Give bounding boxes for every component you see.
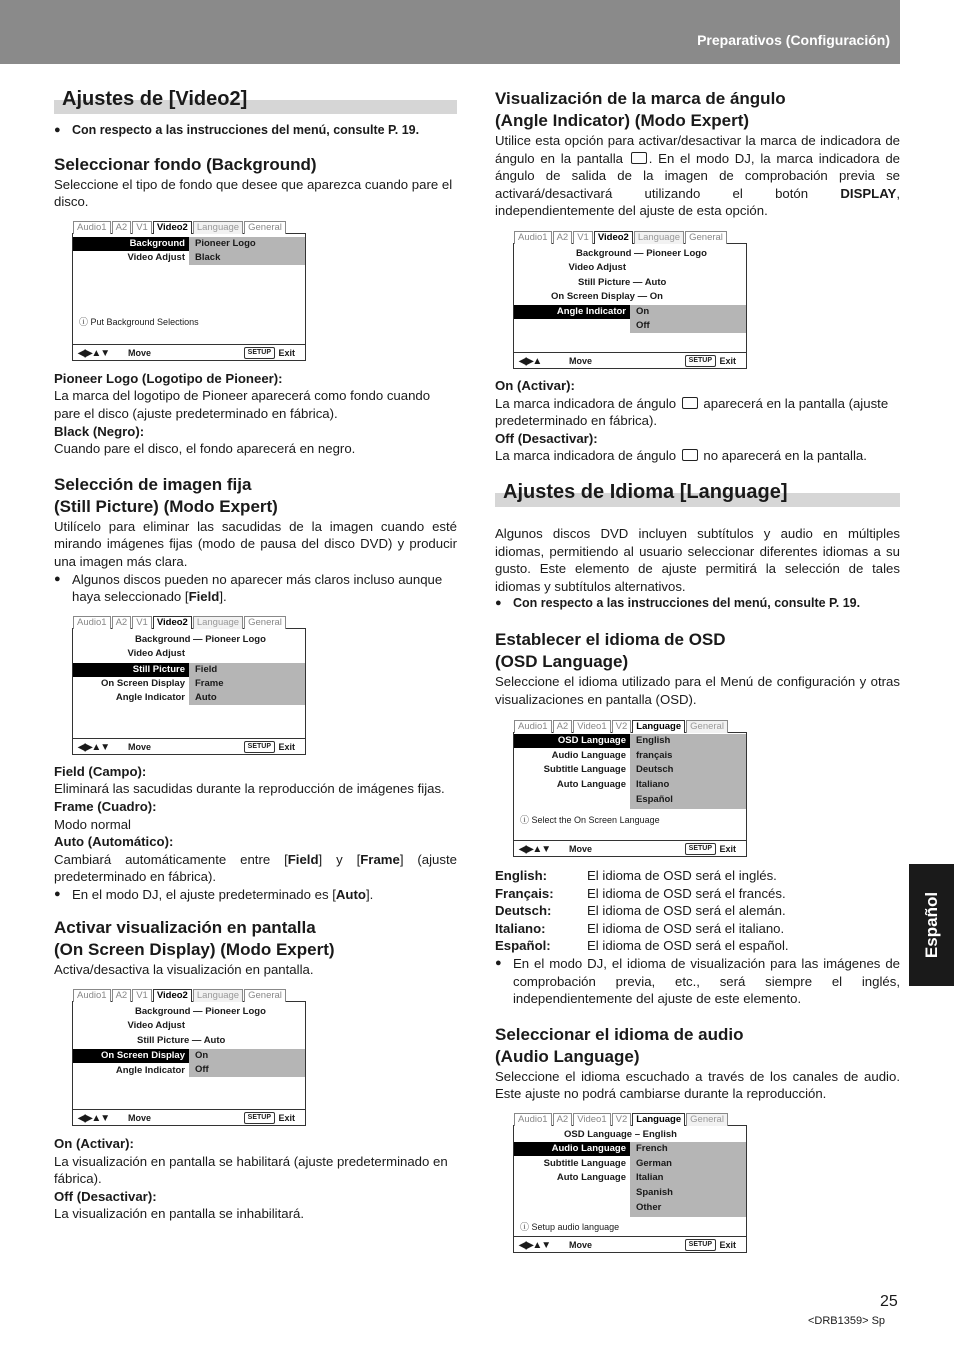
tab-v1[interactable]: V1 xyxy=(132,616,152,629)
tab-general[interactable]: General xyxy=(244,221,286,234)
tab-language[interactable]: Language xyxy=(632,1113,685,1126)
option-pioneer-logo[interactable]: Pioneer Logo xyxy=(195,237,256,249)
language-tab-label: Español xyxy=(921,891,941,959)
menu-row-background[interactable]: Background — Pioneer Logo xyxy=(576,247,707,259)
exit-label: Exit xyxy=(278,741,295,752)
section-header: Preparativos (Configuración) xyxy=(697,32,890,48)
frame-desc: Modo normal xyxy=(54,816,131,832)
exit-label: Exit xyxy=(278,1113,295,1124)
option-on[interactable]: On xyxy=(195,1050,209,1062)
tab-language[interactable]: Language xyxy=(632,720,685,733)
menu-row-background[interactable]: Background — Pioneer Logo xyxy=(135,633,266,645)
tab-a2[interactable]: A2 xyxy=(112,616,132,629)
arrows-icon: ◀▶▲▼ xyxy=(519,1240,551,1252)
exit-label: Exit xyxy=(719,355,736,366)
background-heading: Seleccionar fondo (Background) xyxy=(54,154,317,174)
move-label: Move xyxy=(128,741,152,752)
background-menu xyxy=(72,221,306,361)
tab-v2[interactable]: V2 xyxy=(612,720,632,733)
option-spanish[interactable]: Spanish xyxy=(636,1187,673,1199)
pioneer-logo-term: Pioneer Logo (Logotipo de Pioneer): xyxy=(54,370,283,386)
dj-bullet: ● En el modo DJ, el ajuste predeterminado es [Auto]. xyxy=(54,886,457,904)
move-label: Move xyxy=(128,1113,152,1124)
menu-row-osd-language[interactable]: OSD Language xyxy=(514,734,746,748)
tab-audio1[interactable]: Audio1 xyxy=(73,616,111,629)
menu-row-angle[interactable]: Angle Indicator xyxy=(115,1065,185,1077)
tab-language[interactable]: Language xyxy=(634,231,684,244)
osd-language-menu xyxy=(513,721,747,857)
option-francais[interactable]: français xyxy=(636,750,673,762)
language-intro: Algunos discos DVD incluyen subtítulos y audio en múltiples idiomas, permitiendo al usuario seleccionar diferentes idiomas a su gusto. Este elemento de ajuste permitirá la selección de tales idiomas y subtítulos alternativos. xyxy=(495,525,900,594)
option-french[interactable]: French xyxy=(636,1143,668,1155)
audiolang-heading-2: (Audio Language) xyxy=(495,1046,640,1066)
exit-label: Exit xyxy=(719,1240,736,1251)
tab-v1[interactable]: V1 xyxy=(132,221,152,234)
menu-footer xyxy=(73,738,305,754)
list-item: Deutsch: El idioma de OSD será el alemán. xyxy=(495,903,786,919)
menu-row-angle[interactable]: Angle Indicator xyxy=(514,305,746,319)
menu-row-background[interactable]: Background — Pioneer Logo xyxy=(135,1006,266,1018)
tab-v1[interactable]: V1 xyxy=(573,231,593,244)
tab-general[interactable]: General xyxy=(685,231,727,244)
list-item: Italiano: El idioma de OSD será el italiano. xyxy=(495,920,785,936)
page-number: 25 xyxy=(880,1293,898,1310)
tab-video2[interactable]: Video2 xyxy=(153,989,192,1002)
menu-row-video-adjust[interactable]: Video Adjust xyxy=(568,261,626,273)
tab-audio1[interactable]: Audio1 xyxy=(514,1113,552,1126)
tab-a2[interactable]: A2 xyxy=(112,221,132,234)
tab-a2[interactable]: A2 xyxy=(553,720,573,733)
tab-audio1[interactable]: Audio1 xyxy=(514,231,552,244)
menu-row-auto-language[interactable]: Auto Language xyxy=(556,779,626,791)
move-label: Move xyxy=(569,844,593,855)
menu-row-video-adjust[interactable]: Video Adjust xyxy=(127,251,185,263)
frame-term: Frame (Cuadro): xyxy=(54,798,157,814)
tab-video1[interactable]: Video1 xyxy=(573,1113,610,1126)
tab-v2[interactable]: V2 xyxy=(612,1113,632,1126)
camera-icon xyxy=(682,397,698,409)
still-heading-2: (Still Picture) (Modo Expert) xyxy=(54,496,278,516)
osdlang-heading-2: (OSD Language) xyxy=(495,651,629,671)
right-column xyxy=(495,88,900,1253)
menu-row-still-picture[interactable]: Still Picture xyxy=(73,663,305,677)
tab-general[interactable]: General xyxy=(244,989,286,1002)
arrows-icon: ◀▶▲▼ xyxy=(78,741,110,753)
tab-video2[interactable]: Video2 xyxy=(594,231,633,244)
option-on[interactable]: On xyxy=(636,305,650,317)
camera-icon xyxy=(631,152,647,164)
option-espanol[interactable]: Español xyxy=(636,794,673,806)
osdlang-bullet: ● En el modo DJ, el idioma de visualización para las imágenes de comprobación previa, etc., será siempre el inglés, independientemente del ajuste de este elemento. xyxy=(495,955,900,1008)
angle-on-term: On (Activar): xyxy=(495,377,575,393)
exit-label: Exit xyxy=(719,844,736,855)
list-item: English: El idioma de OSD será el inglés. xyxy=(495,868,777,884)
move-label: Move xyxy=(128,347,152,358)
audio-language-menu xyxy=(513,1114,747,1253)
menu-footer xyxy=(73,344,305,360)
move-label: Move xyxy=(569,1240,593,1251)
field-desc: Eliminará las sacudidas durante la reproducción de imágenes fijas. xyxy=(54,781,445,797)
angle-off-desc: La marca indicadora de ángulo no aparecerá en la pantalla. xyxy=(495,448,867,464)
tab-audio1[interactable]: Audio1 xyxy=(73,989,111,1002)
setup-button[interactable]: SETUP xyxy=(244,347,275,359)
tab-video2[interactable]: Video2 xyxy=(153,616,192,629)
option-off[interactable]: Off xyxy=(636,319,650,331)
menu-hint: ⓘ Put Background Selections xyxy=(79,316,199,327)
menu-row-osd-language[interactable]: OSD Language – English xyxy=(564,1129,677,1141)
tab-audio1[interactable]: Audio1 xyxy=(73,221,111,234)
tab-language[interactable]: Language xyxy=(193,221,243,234)
menu-row-osd[interactable]: On Screen Display — On xyxy=(551,290,663,302)
osdlang-heading-1: Establecer el idioma de OSD xyxy=(495,629,726,649)
menu-tabs xyxy=(514,1113,728,1126)
setup-button[interactable]: SETUP xyxy=(685,843,716,855)
still-picture-menu xyxy=(72,616,306,755)
move-label: Move xyxy=(569,355,593,366)
background-intro: Seleccione el tipo de fondo que desee que aparezca cuando pare el disco. xyxy=(54,176,453,210)
auto-desc: Cambiará automáticamente entre [Field] y [Frame] (ajuste predeterminado en fábrica). xyxy=(54,851,457,885)
menu-row-audio-language[interactable]: Audio Language xyxy=(514,1142,746,1156)
black-desc: Cuando pare el disco, el fondo aparecerá en negro. xyxy=(54,441,356,457)
menu-row-subtitle-language[interactable]: Subtitle Language xyxy=(543,1158,626,1170)
option-auto[interactable]: Auto xyxy=(195,691,217,703)
osd-intro: Activa/desactiva la visualización en pantalla. xyxy=(54,962,314,978)
video2-title-text: Ajustes de [Video2] xyxy=(62,88,248,110)
tab-language[interactable]: Language xyxy=(193,989,243,1002)
list-item: Français: El idioma de OSD será el francés. xyxy=(495,885,786,901)
angle-on-desc: La marca indicadora de ángulo aparecerá en la pantalla (ajuste predeterminado en fábrica). xyxy=(495,395,889,429)
option-italiano[interactable]: Italiano xyxy=(636,779,670,791)
arrows-icon: ◀▶▲ xyxy=(519,355,542,367)
language-title xyxy=(495,481,900,507)
option-other[interactable]: Other xyxy=(636,1202,662,1214)
tab-general[interactable]: General xyxy=(686,720,728,733)
video2-title xyxy=(54,88,457,114)
angle-menu xyxy=(513,231,747,369)
setup-button[interactable]: SETUP xyxy=(244,741,275,753)
menu-row-osd[interactable]: On Screen Display xyxy=(73,1049,305,1063)
menu-footer xyxy=(514,352,746,368)
osd-heading-1: Activar visualización en pantalla xyxy=(54,918,316,938)
option-off[interactable]: Off xyxy=(195,1064,209,1076)
video2-note: ● Con respecto a las instrucciones del menú, consulte P. 19. xyxy=(54,122,457,140)
still-heading-1: Selección de imagen fija xyxy=(54,474,252,494)
menu-row-auto-language[interactable]: Auto Language xyxy=(556,1172,626,1184)
option-deutsch[interactable]: Deutsch xyxy=(636,764,674,776)
osd-off-desc: La visualización en pantalla se inhabilitará. xyxy=(54,1206,304,1222)
menu-row-audio-language[interactable]: Audio Language xyxy=(551,750,626,762)
menu-row-still-picture[interactable]: Still Picture — Auto xyxy=(137,1035,226,1047)
tab-a2[interactable]: A2 xyxy=(553,231,573,244)
osd-menu xyxy=(72,990,306,1126)
tab-language[interactable]: Language xyxy=(193,616,243,629)
menu-row-video-adjust[interactable]: Video Adjust xyxy=(127,647,185,659)
menu-row-still-picture[interactable]: Still Picture — Auto xyxy=(578,276,667,288)
option-italian[interactable]: Italian xyxy=(636,1172,664,1184)
menu-tabs xyxy=(73,616,286,629)
audiolang-heading-1: Seleccionar el idioma de audio xyxy=(495,1024,744,1044)
option-frame[interactable]: Frame xyxy=(195,677,224,689)
camera-icon xyxy=(682,449,698,461)
setup-button[interactable]: SETUP xyxy=(244,1112,275,1124)
tab-general[interactable]: General xyxy=(686,1113,728,1126)
field-term: Field (Campo): xyxy=(54,763,147,779)
still-intro: Utilícelo para eliminar las sacudidas de la imagen cuando esté mirando imágenes fijas (modo de pausa del disco DVD) y producir una imagen más clara. xyxy=(54,518,457,569)
language-tab xyxy=(909,864,954,986)
osd-language-list xyxy=(495,867,900,955)
menu-row-subtitle-language[interactable]: Subtitle Language xyxy=(543,764,626,776)
angle-off-term: Off (Desactivar): xyxy=(495,430,598,446)
black-term: Black (Negro): xyxy=(54,423,145,439)
setup-button[interactable]: SETUP xyxy=(685,1239,716,1251)
angle-heading-1: Visualización de la marca de ángulo xyxy=(495,89,786,108)
menu-row-osd[interactable]: On Screen Display xyxy=(101,677,185,689)
osd-off-term: Off (Desactivar): xyxy=(54,1188,157,1204)
tab-a2[interactable]: A2 xyxy=(553,1113,573,1126)
menu-hint: ⓘ Select the On Screen Language xyxy=(520,815,660,826)
menu-footer xyxy=(514,1236,746,1252)
left-column xyxy=(54,88,457,1223)
exit-label: Exit xyxy=(278,347,295,358)
arrows-icon: ◀▶▲▼ xyxy=(519,844,551,856)
menu-tabs xyxy=(514,720,728,733)
auto-term: Auto (Automático): xyxy=(54,834,174,850)
setup-button[interactable]: SETUP xyxy=(685,355,716,367)
option-field[interactable]: Field xyxy=(195,663,218,675)
tab-v1[interactable]: V1 xyxy=(132,989,152,1002)
tab-video2[interactable]: Video2 xyxy=(153,221,192,234)
angle-heading-2: (Angle Indicator) (Modo Expert) xyxy=(495,111,750,130)
menu-tabs xyxy=(73,989,286,1002)
menu-row-background[interactable]: Background xyxy=(73,237,305,251)
list-item: Español: El idioma de OSD será el español. xyxy=(495,938,789,954)
menu-row-angle[interactable]: Angle Indicator xyxy=(115,691,185,703)
pioneer-logo-desc: La marca del logotipo de Pioneer aparecerá como fondo cuando pare el disco (ajuste predeterminado en fábrica). xyxy=(54,388,431,421)
option-black[interactable]: Black xyxy=(195,251,221,263)
arrows-icon: ◀▶▲▼ xyxy=(78,347,110,359)
tab-audio1[interactable]: Audio1 xyxy=(514,720,552,733)
language-note: ● Con respecto a las instrucciones del menú, consulte P. 19. xyxy=(495,595,900,613)
tab-video1[interactable]: Video1 xyxy=(573,720,610,733)
angle-intro: Utilice esta opción para activar/desactivar la marca de indicadora de ángulo en la pantalla . En el modo DJ, la marca indicadora de ángulo de salida de la imagen de comprobación previa se activará/desactivará utilizando el botón DISPLAY, independientemente del ajuste de esta opción. xyxy=(495,133,900,219)
menu-footer xyxy=(514,840,746,856)
language-title-text: Ajustes de Idioma [Language] xyxy=(503,480,788,503)
menu-row-video-adjust[interactable]: Video Adjust xyxy=(127,1020,185,1032)
option-german[interactable]: German xyxy=(636,1158,672,1170)
menu-tabs xyxy=(73,221,286,234)
still-bullet: ● Algunos discos pueden no aparecer más claros incluso aunque haya seleccionado [Field]. xyxy=(54,571,457,606)
page-code: <DRB1359> Sp xyxy=(808,1315,886,1327)
tab-a2[interactable]: A2 xyxy=(112,989,132,1002)
header-bar xyxy=(0,0,900,64)
osdlang-intro: Seleccione el idioma utilizado para el Menú de configuración y otras visualizaciones en pantalla (OSD). xyxy=(495,673,900,707)
arrows-icon: ◀▶▲▼ xyxy=(78,1113,110,1125)
option-english[interactable]: English xyxy=(636,735,671,747)
osd-on-term: On (Activar): xyxy=(54,1136,134,1152)
menu-hint: ⓘ Setup audio language xyxy=(520,1222,620,1233)
menu-footer xyxy=(73,1109,305,1125)
osd-heading-2: (On Screen Display) (Modo Expert) xyxy=(54,940,335,960)
osd-on-desc: La visualización en pantalla se habilitará (ajuste predeterminado en fábrica). xyxy=(54,1153,448,1187)
tab-general[interactable]: General xyxy=(244,616,286,629)
menu-tabs xyxy=(514,231,727,244)
audiolang-intro: Seleccione el idioma escuchado a través de los canales de audio. Este ajuste no podrá cambiarse durante la reproducción. xyxy=(495,1068,900,1102)
